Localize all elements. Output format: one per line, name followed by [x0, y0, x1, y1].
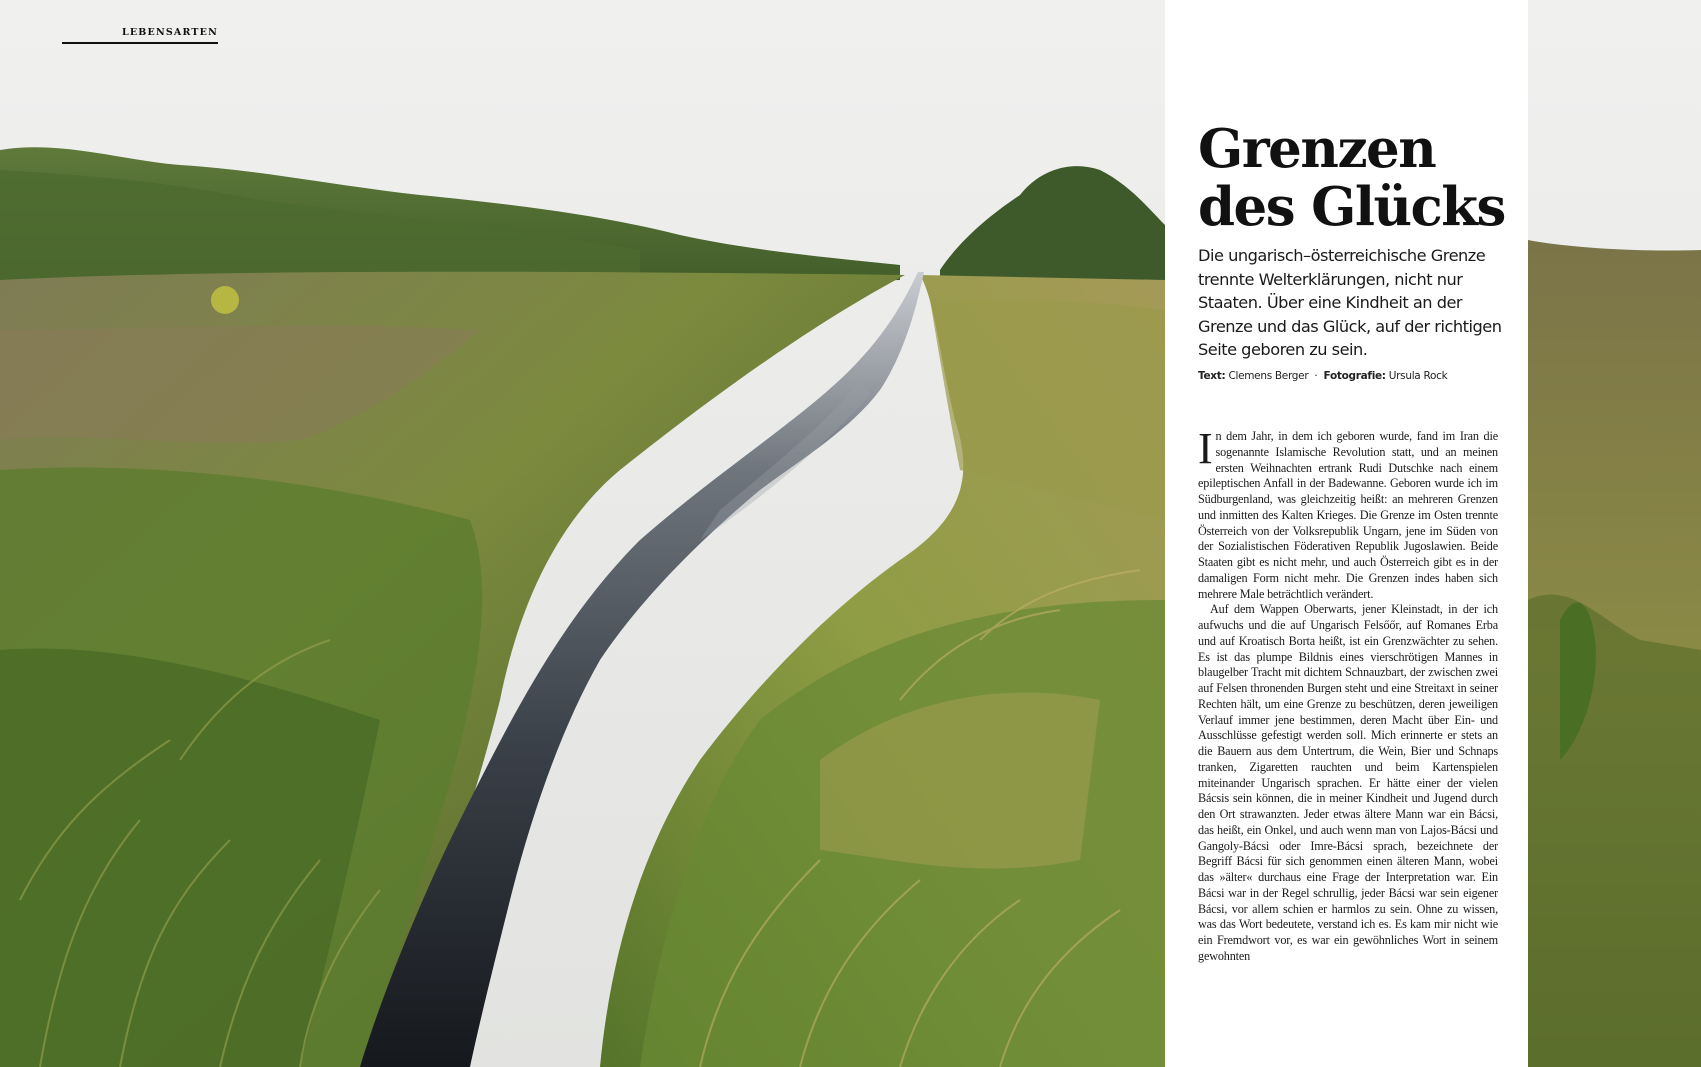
credit-photo-label: Fotografie:: [1323, 370, 1386, 382]
paragraph-1-text: n dem Jahr, in dem ich geboren wurde, fand im Iran die sogenannte Islamische Revolution statt, und an meinen ersten Weihnachten ertrank Rudi Dutschke nach einem epileptischen Anfall in der Badewanne. Geboren wurde ich im Südburgenland, was gleichzeitig heißt: an mehreren Grenzen und inmitten des Kalten Krieges. Die Grenze im Osten trennte Österreich von der Volksrepublik Ungarn, jene im Süden von der Sozialistischen Föderativen Republik Jugoslawien. Beide Staaten gibt es nicht mehr, und auch Österreich gibt es in der damaligen Form nicht mehr. Die Grenzen indes haben sich mehrere Male beträchtlich verändert.: [1198, 429, 1498, 601]
article-headline: [1198, 120, 1518, 236]
body-paragraph-2: Auf dem Wappen Oberwarts, jener Kleinstadt, in der ich aufwuchs und die auf Ungarisch Felsőőr, auf Romanes Erba und auf Kroatisch Borta heißt, ist ein Grenzwächter zu sehen. Es ist das plumpe Bildnis eines vierschrötigen Mannes in blaugelber Tracht mit dichtem Schnauzbart, der zwischen zwei auf Felsen thronenden Burgen steht und eine Streitaxt in seiner Rechten hält, um eine Grenze zu beschützen, deren jeweiligen Verlauf immer jene bestimmen, deren Macht über Ein- und Ausschlüsse gefestigt werden soll. Mich erinnerte er stets an die Bauern aus dem Untertrum, die Wein, Bier und Schnaps tranken, Zigaretten rauchten und beim Kartenspielen miteinander Ungarisch sprachen. Er hätte einer der vielen Bácsis sein können, die in meiner Kindheit und Jugend durch den Ort strawanzten. Jeder etwas ältere Mann war ein Bácsi, das heißt, ein Onkel, und auch wenn man von Lajos-Bácsi und Gangoly-Bácsi oder Imre-Bácsi sprach, bezeichnete der Begriff Bácsi für sich genommen einen älteren Mann, wobei das »älter« durchaus eine Frage der Interpretation war. Ein Bácsi war in der Regel schrullig, jeder Bácsi war sein eigener Bácsi, vor allem schien er harmlos zu sein. Ohne zu wissen, was das Wort bedeutete, verstand ich es. Es kam mir nicht wie ein Fremdwort vor, es war ein gewöhnliches Wort in seinem gewohnten: [1198, 602, 1498, 963]
credit-separator: ·: [1314, 370, 1318, 382]
article-credits: [1198, 370, 1520, 382]
credit-text-name: Clemens Berger: [1228, 370, 1309, 382]
article-dek: Die ungarisch–österreichische Grenze trennte Welterklärungen, nicht nur Staaten. Über eine Kindheit an der Grenze und das Glück, auf der richtigen Seite geboren zu sein.: [1198, 246, 1502, 359]
section-label: LEBENSARTEN: [62, 26, 218, 44]
body-paragraph-1: [1198, 429, 1498, 602]
credit-photo-name: Ursula Rock: [1388, 370, 1448, 382]
drop-cap: I: [1198, 429, 1213, 473]
article-panel: [1165, 0, 1528, 1067]
headline-line-1: Grenzen: [1198, 118, 1436, 180]
credit-text-label: Text:: [1198, 370, 1226, 382]
article-body: [1198, 429, 1498, 999]
headline-line-2: des Glücks: [1198, 176, 1505, 238]
